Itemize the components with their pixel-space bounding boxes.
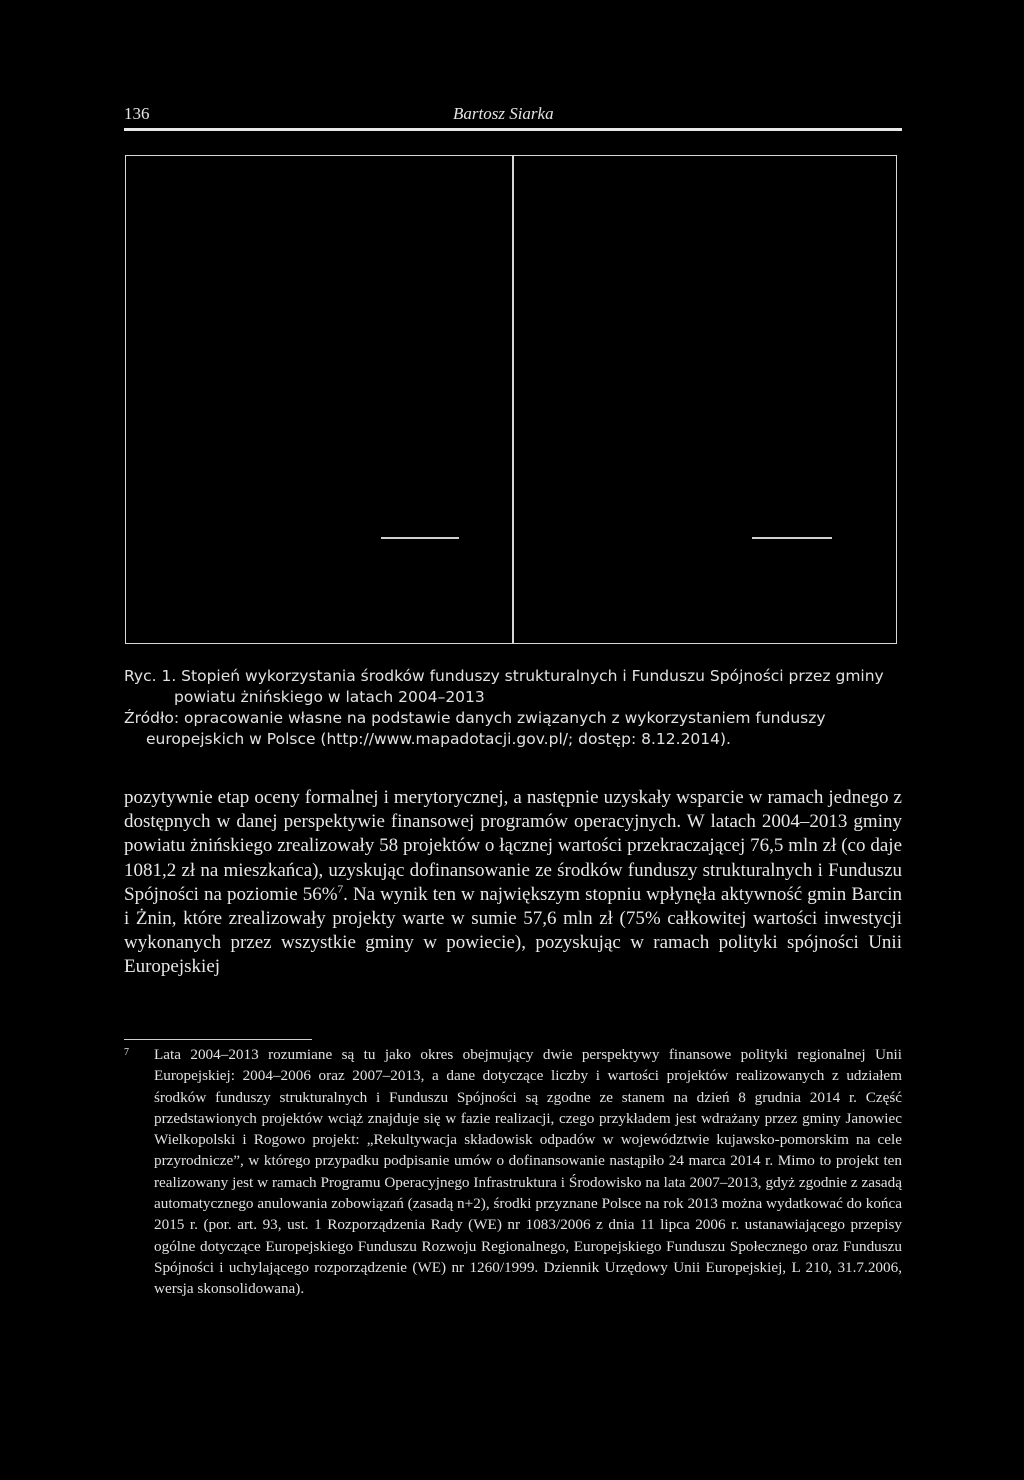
figure-frame bbox=[125, 155, 897, 644]
footnote-rule bbox=[124, 1039, 312, 1040]
body-text-before-note: pozytywnie etap oceny formalnej i merytorycznej, a następnie uzyskały wsparcie w ramach jednego z dostępnych w danej perspektywie finansowej programów operacyjnych. W latach 2004–2013 gminy powiatu żnińskiego zrealizowały 58 projektów o łącznej wartości przekraczającej 76,5 mln zł (co daje 1081,2 zł na mieszkańca), uzyskując dofinansowanie ze środków funduszy strukturalnych i Funduszu Spójności na poziomie 56% bbox=[124, 787, 902, 905]
footnote-number: 7 bbox=[124, 1047, 129, 1058]
right-panel-legend-line bbox=[752, 537, 832, 539]
running-title: Bartosz Siarka bbox=[453, 104, 554, 123]
figure-caption bbox=[124, 666, 902, 750]
body-text bbox=[124, 786, 902, 980]
figure-panel-divider bbox=[512, 156, 514, 643]
figure-caption-title: Ryc. 1. Stopień wykorzystania środków funduszy strukturalnych i Funduszu Spójności przez gminy powiatu żnińskiego w latach 2004–2013 bbox=[124, 667, 884, 706]
body-paragraph bbox=[124, 786, 902, 980]
footnote bbox=[124, 1044, 902, 1300]
running-header bbox=[124, 104, 902, 128]
left-panel-legend-line bbox=[381, 537, 459, 539]
page-number: 136 bbox=[124, 104, 150, 123]
footnote-text: Lata 2004–2013 rozumiane są tu jako okres obejmujący dwie perspektywy finansowe polityki regionalnej Unii Europejskiej: 2004–2006 oraz 2007–2013, a dane dotyczące liczby i wartości projektów realizowanych z udziałem środków funduszy strukturalnych i Funduszu Spójności są zgodne ze stanem na dzień 8 grudnia 2014 r. Część przedstawionych projektów wciąż znajduje się w fazie realizacji, czego przykładem jest wdrażany przez gminy Janowiec Wielkopolski i Rogowo projekt: „Rekultywacja składowisk odpadów w województwie kujawsko-pomorskim na cele przyrodnicze”, w którego przypadku podpisanie umów o dofinansowanie nastąpiło 24 marca 2014 r. Mimo to projekt ten realizowany jest w ramach Programu Operacyjnego Infrastruktura i Środowisko na lata 2007–2013, gdyż zgodnie z zasadą automatycznego anulowania zobowiązań (zasadą n+2), środki przyznane Polsce na rok 2013 można wydatkować do końca 2015 r. (por. art. 93, ust. 1 Rozporządzenia Rady (WE) nr 1083/2006 z dnia 11 lipca 2006 r. ustanawiającego przepisy ogólne dotyczące Europejskiego Funduszu Rozwoju Regionalnego, Europejskiego Funduszu Społecznego oraz Funduszu Spójności i uchylającego rozporządzenie (WE) nr 1260/1999. Dziennik Urzędowy Unii Europejskiej, L 210, 31.7.2006, wersja skonsolidowana). bbox=[154, 1046, 902, 1298]
header-rule bbox=[124, 128, 902, 131]
figure-caption-source: Źródło: opracowanie własne na podstawie danych związanych z wykorzystaniem funduszy europejskich w Polsce (http://www.mapadotacji.gov.pl/; dostęp: 8.12.2014). bbox=[124, 709, 826, 748]
footnote-reference: 7 bbox=[337, 883, 344, 896]
body-text-after-note: . Na wynik ten w największym stopniu wpłynęła aktywność gmin Barcin i Żnin, które zrealizowały projekty warte w sumie 57,6 mln zł (75% całkowitej wartości inwestycji wykonanych przez wszystkie gminy w powiecie), pozyskując w ramach polityki spójności Unii Europejskiej bbox=[124, 883, 902, 978]
